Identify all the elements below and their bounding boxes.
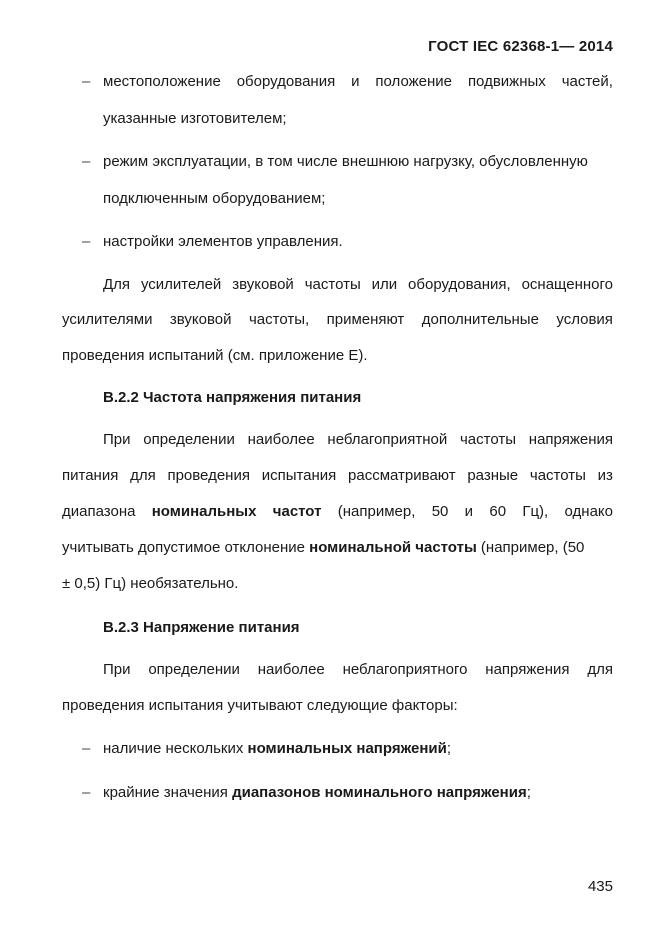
list-item-location-line1 — [103, 73, 613, 91]
list-item-controls: настройки элементов управления. — [103, 233, 343, 250]
word: питания — [62, 467, 119, 484]
word: звуковой — [232, 276, 294, 293]
list-item-voltage-range-extremes — [103, 784, 531, 802]
paragraph-voltage-line2: проведения испытания учитывают следующие факторы: — [62, 697, 458, 714]
word: частоты — [459, 431, 517, 448]
paragraph-amplifiers-line1 — [103, 276, 613, 294]
word: Гц), — [522, 503, 549, 520]
paragraph-amplifiers-line3: проведения испытаний (см. приложение E). — [62, 347, 368, 364]
word: оборудования — [236, 73, 336, 90]
word: и — [351, 73, 360, 90]
term-rated-frequencies: номинальных — [151, 503, 257, 520]
word: условия — [556, 311, 613, 328]
word: однако — [564, 503, 613, 520]
word: наиболее — [257, 661, 325, 678]
word: При — [103, 431, 131, 448]
paragraph-frequency-line2 — [62, 467, 613, 485]
word: неблагоприятного — [342, 661, 468, 678]
section-heading-b22: B.2.2 Частота напряжения питания — [103, 389, 362, 406]
word: наиболее — [247, 431, 315, 448]
list-item-location-line2: указанные изготовителем; — [103, 110, 287, 127]
word: напряжения — [485, 661, 570, 678]
word: для — [130, 467, 156, 484]
word: усилителей — [140, 276, 222, 293]
text-run: ; — [526, 784, 531, 801]
list-dash: – — [82, 73, 91, 90]
list-dash: – — [82, 153, 91, 170]
word: применяют — [326, 311, 405, 328]
word: частей, — [561, 73, 613, 90]
list-item-multiple-voltages — [103, 740, 451, 758]
word: усилителями — [62, 311, 153, 328]
paragraph-frequency-line1 — [103, 431, 613, 449]
word: (например, — [337, 503, 416, 520]
list-dash: – — [82, 784, 91, 801]
text-run: наличие нескольких — [103, 740, 248, 757]
word: 50 — [431, 503, 449, 520]
word: определении — [148, 661, 240, 678]
text-run: (например, (50 — [476, 539, 585, 556]
paragraph-voltage-line1 — [103, 661, 613, 679]
word: проведения — [167, 467, 250, 484]
word: При — [103, 661, 131, 678]
word: из — [597, 467, 613, 484]
term-rated-frequency: номинальной частоты — [309, 539, 477, 556]
word: или — [371, 276, 398, 293]
word: частоты — [304, 276, 361, 293]
term-rated-voltages: номинальных напряжений — [247, 740, 447, 757]
list-dash: – — [82, 740, 91, 757]
word: неблагоприятной — [327, 431, 448, 448]
word: частоты, — [248, 311, 310, 328]
word: звуковой — [169, 311, 232, 328]
word: испытания — [261, 467, 337, 484]
section-heading-b23: B.2.3 Напряжение питания — [103, 619, 300, 636]
list-dash: – — [82, 233, 91, 250]
word: оборудования, — [408, 276, 511, 293]
word: диапазона — [62, 503, 136, 520]
document-header: ГОСТ IEC 62368-1— 2014 — [428, 38, 613, 55]
page-number: 435 — [587, 878, 613, 895]
word: дополнительные — [421, 311, 539, 328]
text-run: учитывать допустимое отклонение — [62, 539, 310, 556]
word: напряжения — [528, 431, 613, 448]
word: подвижных — [467, 73, 546, 90]
word: местоположение — [103, 73, 221, 90]
word: разные — [467, 467, 519, 484]
word: рассматривают — [348, 467, 456, 484]
word: оснащенного — [521, 276, 613, 293]
word: и — [464, 503, 474, 520]
word: положение — [375, 73, 453, 90]
term-rated-voltage-range: диапазонов номинального напряжения — [232, 784, 527, 801]
list-item-mode-line2: подключенным оборудованием; — [103, 190, 326, 207]
word: Для — [103, 276, 131, 293]
term-rated-frequencies: частот — [272, 503, 322, 520]
text-run: крайние значения — [103, 784, 233, 801]
word: для — [587, 661, 613, 678]
paragraph-frequency-line5: ± 0,5) Гц) необязательно. — [62, 575, 239, 592]
word: частоты — [529, 467, 586, 484]
word: определении — [143, 431, 235, 448]
word: 60 — [489, 503, 507, 520]
list-item-mode-line1: режим эксплуатации, в том числе внешнюю нагрузку, обусловленную — [103, 153, 588, 170]
paragraph-frequency-line3 — [62, 503, 613, 521]
text-run: ; — [446, 740, 452, 757]
paragraph-frequency-line4 — [62, 539, 584, 557]
paragraph-amplifiers-line2 — [62, 311, 613, 329]
